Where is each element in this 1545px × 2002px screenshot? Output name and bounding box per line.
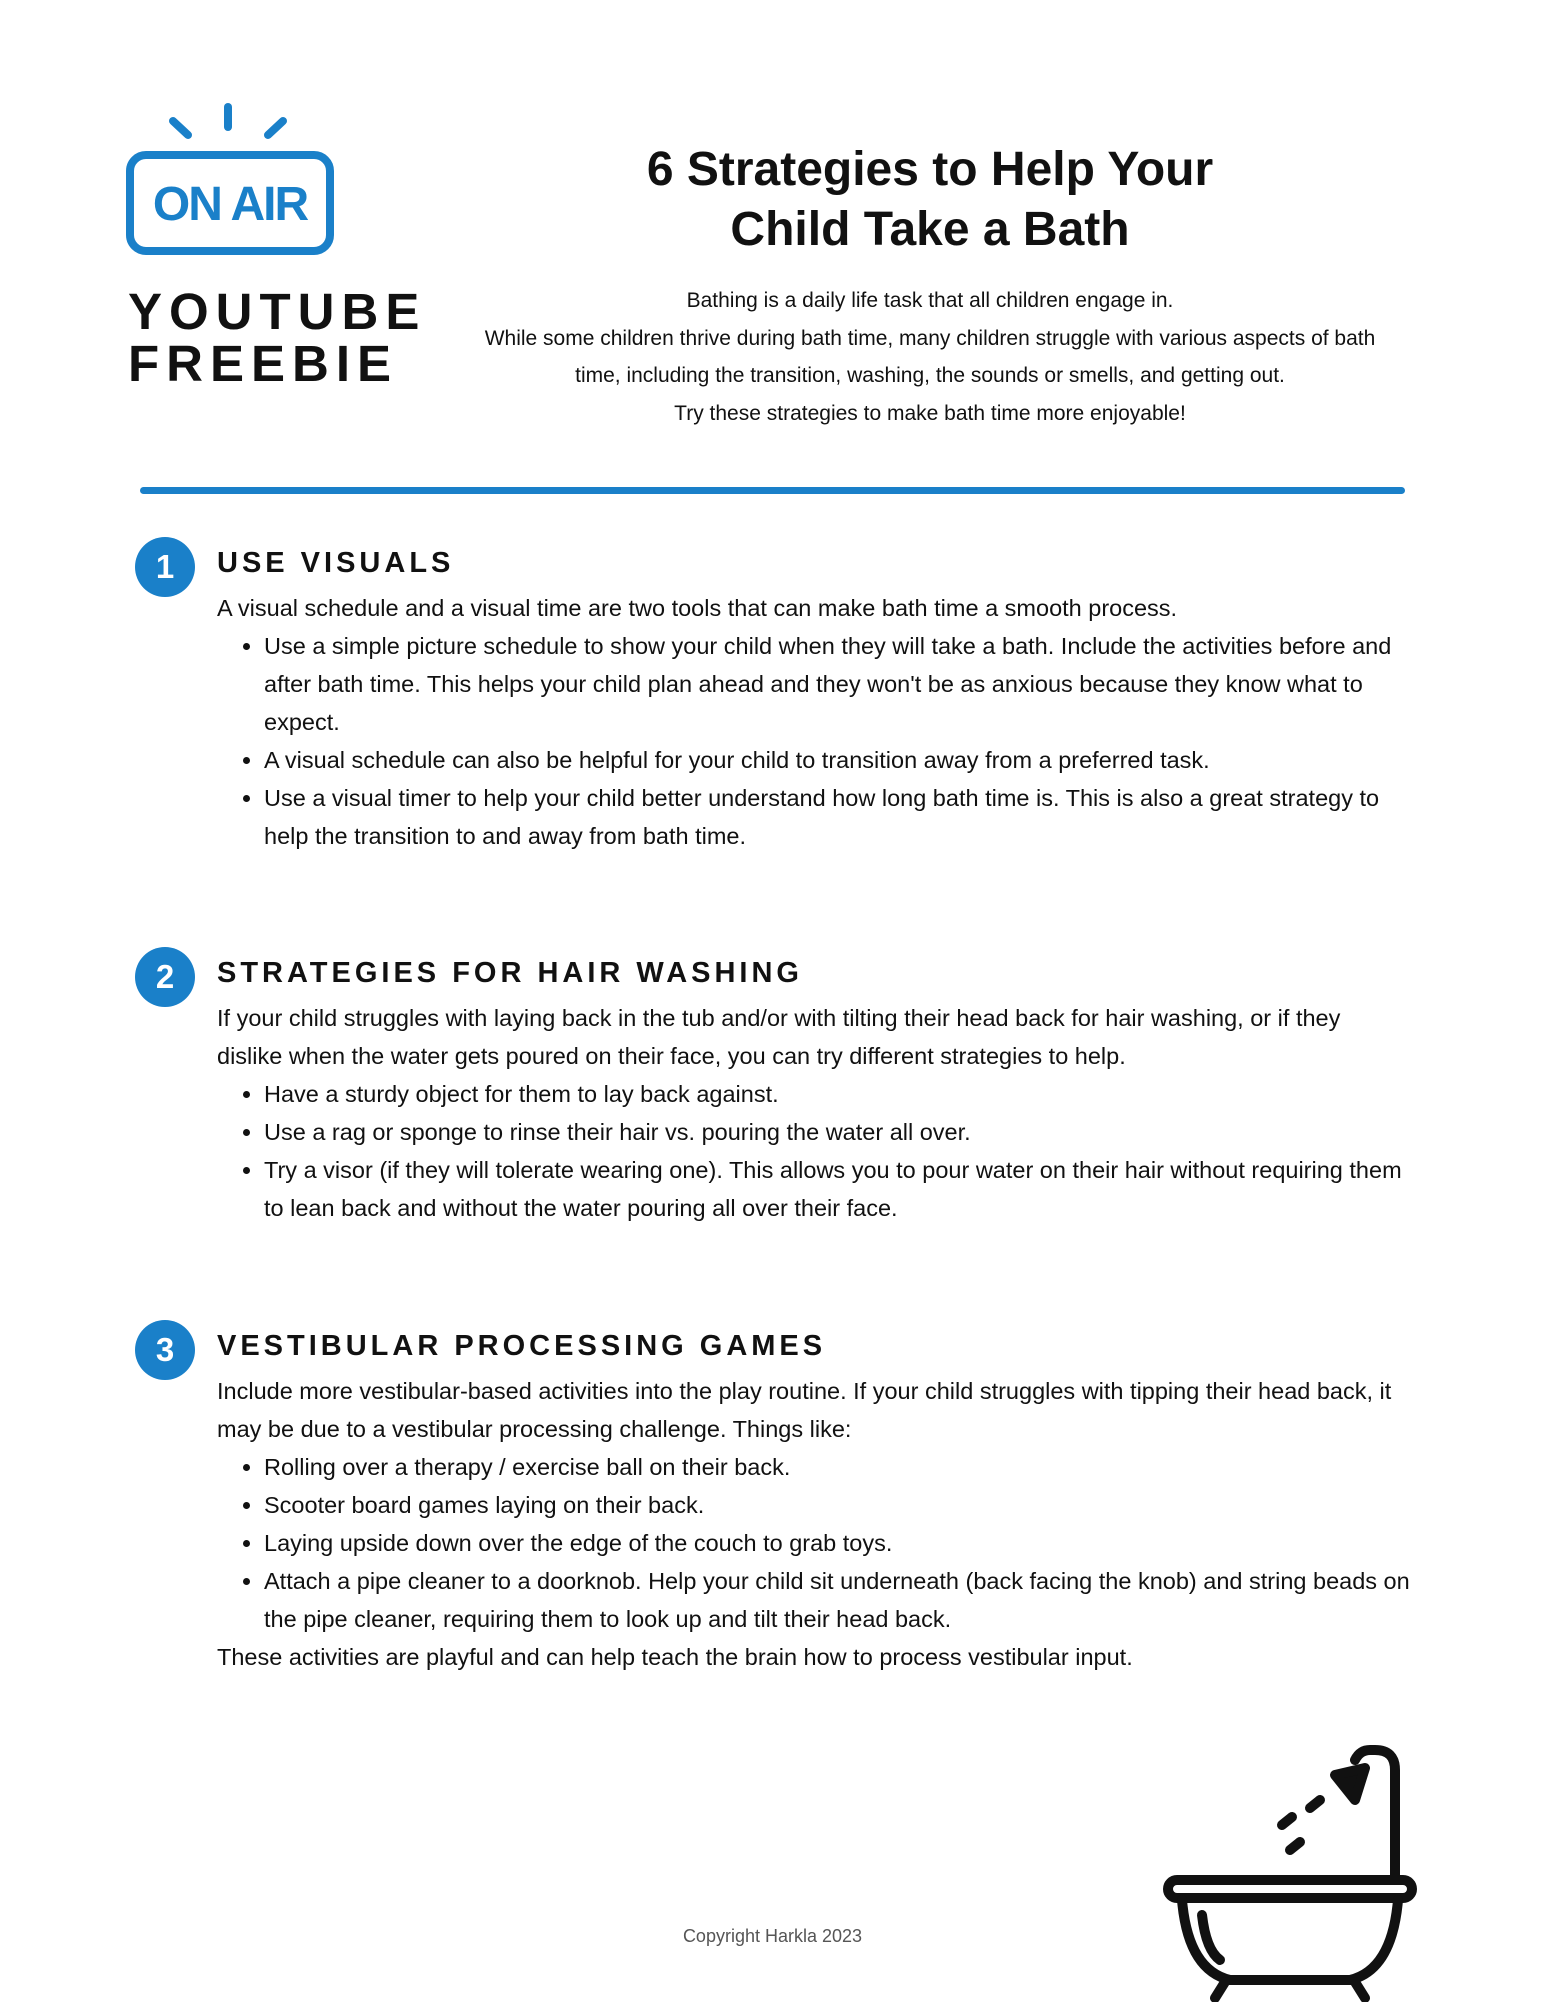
brand-label [128,283,427,392]
title-line-1: 6 Strategies to Help Your [646,143,1214,196]
list-item: • Use a simple picture schedule to show your child when they will take a bath. Include the activities before and after bath time. This helps your child plan ahead and they won't be as anxious because they know what to expect. [264,627,1412,741]
bullet-list [217,1075,1412,1227]
list-item: • Use a rag or sponge to rinse their hair vs. pouring the water all over. [264,1113,1412,1151]
section-heading: STRATEGIES FOR HAIR WASHING [217,957,803,989]
section-intro: Include more vestibular-based activities into the play routine. If your child struggles with tipping their head back, it may be due to a vestibular processing challenge. Things like: [217,1378,1392,1442]
bullet-list [217,627,1412,855]
section-body [217,589,1412,855]
copyright-text: Copyright Harkla 2023 [682,1926,863,1946]
list-item: • A visual schedule can also be helpful for your child to transition away from a preferred task. [264,741,1412,779]
brand-line-2: FREEBIE [128,335,399,392]
section-body [217,999,1412,1227]
divider [140,487,1405,494]
intro-text [470,282,1390,432]
section-body [217,1372,1412,1676]
section-number-badge: 2 [135,947,195,1007]
section-intro: If your child struggles with laying back in the tub and/or with tilting their head back for hair washing, or if they dislike when the water gets poured on their face, you can try different strategies to help. [217,1005,1341,1069]
section-heading: VESTIBULAR PROCESSING GAMES [217,1330,827,1362]
list-item: • Use a visual timer to help your child better understand how long bath time is. This is also a great strategy to help the transition to and away from bath time. [264,779,1412,855]
section-number-badge: 3 [135,1320,195,1380]
section-number-badge: 1 [135,537,195,597]
page-title [560,140,1300,260]
title-line-2: Child Take a Bath [730,203,1130,256]
brand-line-1: YOUTUBE [128,283,427,340]
section-heading: USE VISUALS [217,547,455,579]
list-item: • Attach a pipe cleaner to a doorknob. Help your child sit underneath (back facing the knob) and string beads on the pipe cleaner, requiring them to look up and tilt their head back. [264,1562,1412,1638]
list-item: • Scooter board games laying on their back. [264,1486,1412,1524]
list-item: • Have a sturdy object for them to lay back against. [264,1075,1412,1113]
intro-line: Bathing is a daily life task that all children engage in. [686,289,1174,312]
bullet-list [217,1448,1412,1638]
bathtub-icon [1160,1740,1420,2002]
on-air-icon [118,95,358,265]
intro-line: While some children thrive during bath time, many children struggle with various aspects of bath time, including the transition, washing, the sounds or smells, and getting out. [484,326,1376,387]
on-air-label: ON AIR [152,178,308,231]
list-item: • Laying upside down over the edge of the couch to grab toys. [264,1524,1412,1562]
list-item: • Try a visor (if they will tolerate wearing one). This allows you to pour water on their hair without requiring them to lean back and without the water pouring all over their face. [264,1151,1412,1227]
section-intro: A visual schedule and a visual time are two tools that can make bath time a smooth process. [217,595,1178,621]
list-item: • Rolling over a therapy / exercise ball on their back. [264,1448,1412,1486]
section-outro: These activities are playful and can help teach the brain how to process vestibular input. [217,1644,1133,1670]
intro-line: Try these strategies to make bath time more enjoyable! [674,401,1186,425]
